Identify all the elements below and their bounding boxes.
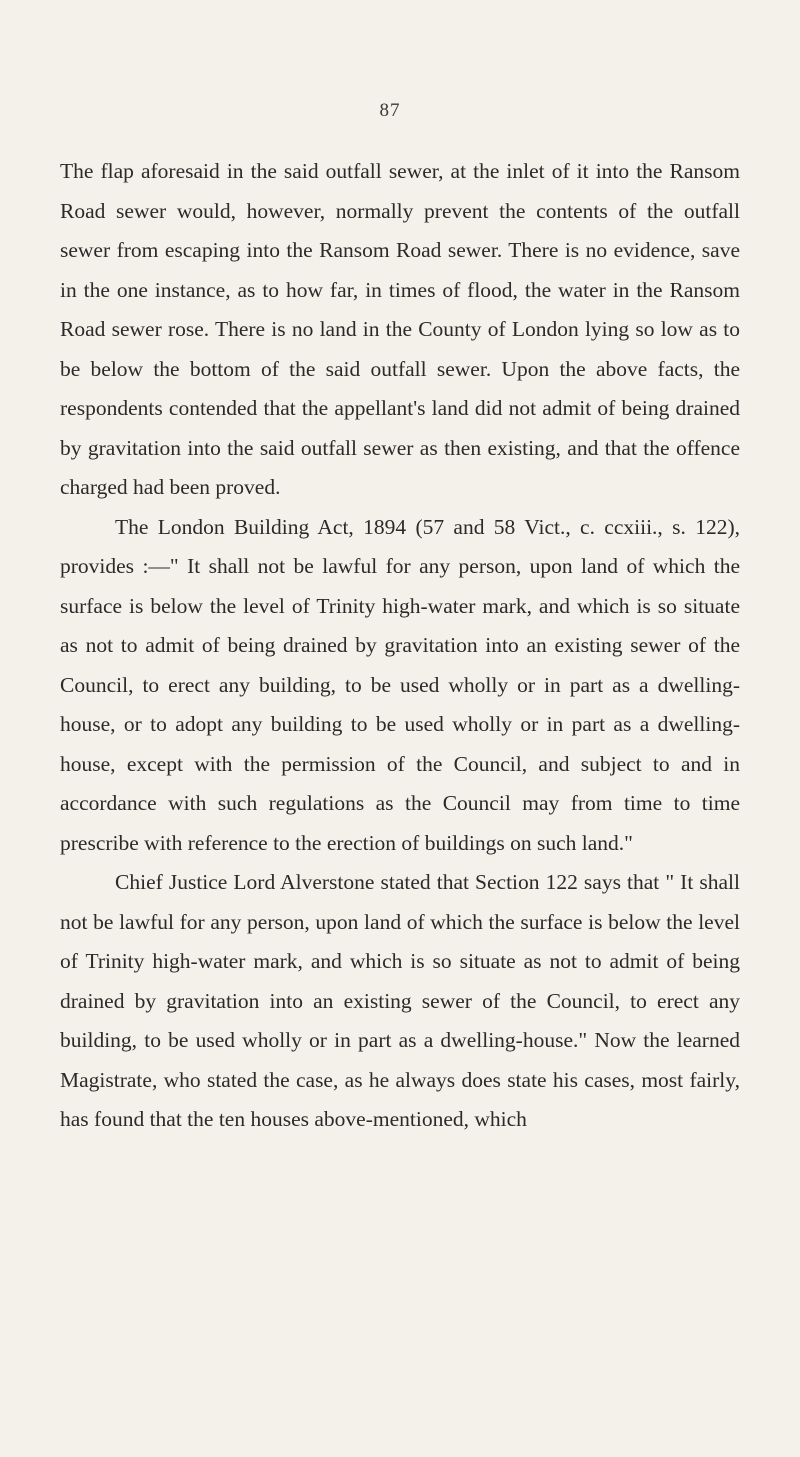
- paragraph-1: The flap aforesaid in the said outfall sewer, at the inlet of it into the Ransom Road sewer would, however, normally prevent the contents of the outfall sewer from escaping into the Ransom Road sewer. There is no evidence, save in the one instance, as to how far, in times of flood, the water in the Ransom Road sewer rose. There is no land in the County of London lying so low as to be below the bottom of the said outfall sewer. Upon the above facts, the respondents contended that the appellant's land did not admit of being drained by gravitation into the said outfall sewer as then existing, and that the offence charged had been proved.: [60, 159, 740, 499]
- page-number: 87: [379, 100, 401, 121]
- paragraph-2: The London Building Act, 1894 (57 and 58 Vict., c. ccxiii., s. 122), provides :—" It shall not be lawful for any person, upon land of which the surface is below the level of Trinity high-water mark, and which is so situate as not to admit of being drained by gravitation into an existing sewer of the Council, to erect any building, to be used wholly or in part as a dwelling-house, or to adopt any building to be used wholly or in part as a dwelling-house, except with the permission of the Council, and subject to and in accordance with such regulations as the Council may from time to time prescribe with reference to the erection of buildings on such land.": [60, 514, 740, 855]
- paragraph-3: Chief Justice Lord Alverstone stated that Section 122 says that " It shall not be lawful for any person, upon land of which the surface is below the level of Trinity high-water mark, and which is so situate as not to admit of being drained by gravitation into an existing sewer of the Council, to erect any building, to be used wholly or in part as a dwelling-house." Now the learned Magistrate, who stated the case, as he always does state his cases, most fairly, has found that the ten houses above-mentioned, which: [60, 870, 740, 1131]
- body-text: [60, 152, 740, 1140]
